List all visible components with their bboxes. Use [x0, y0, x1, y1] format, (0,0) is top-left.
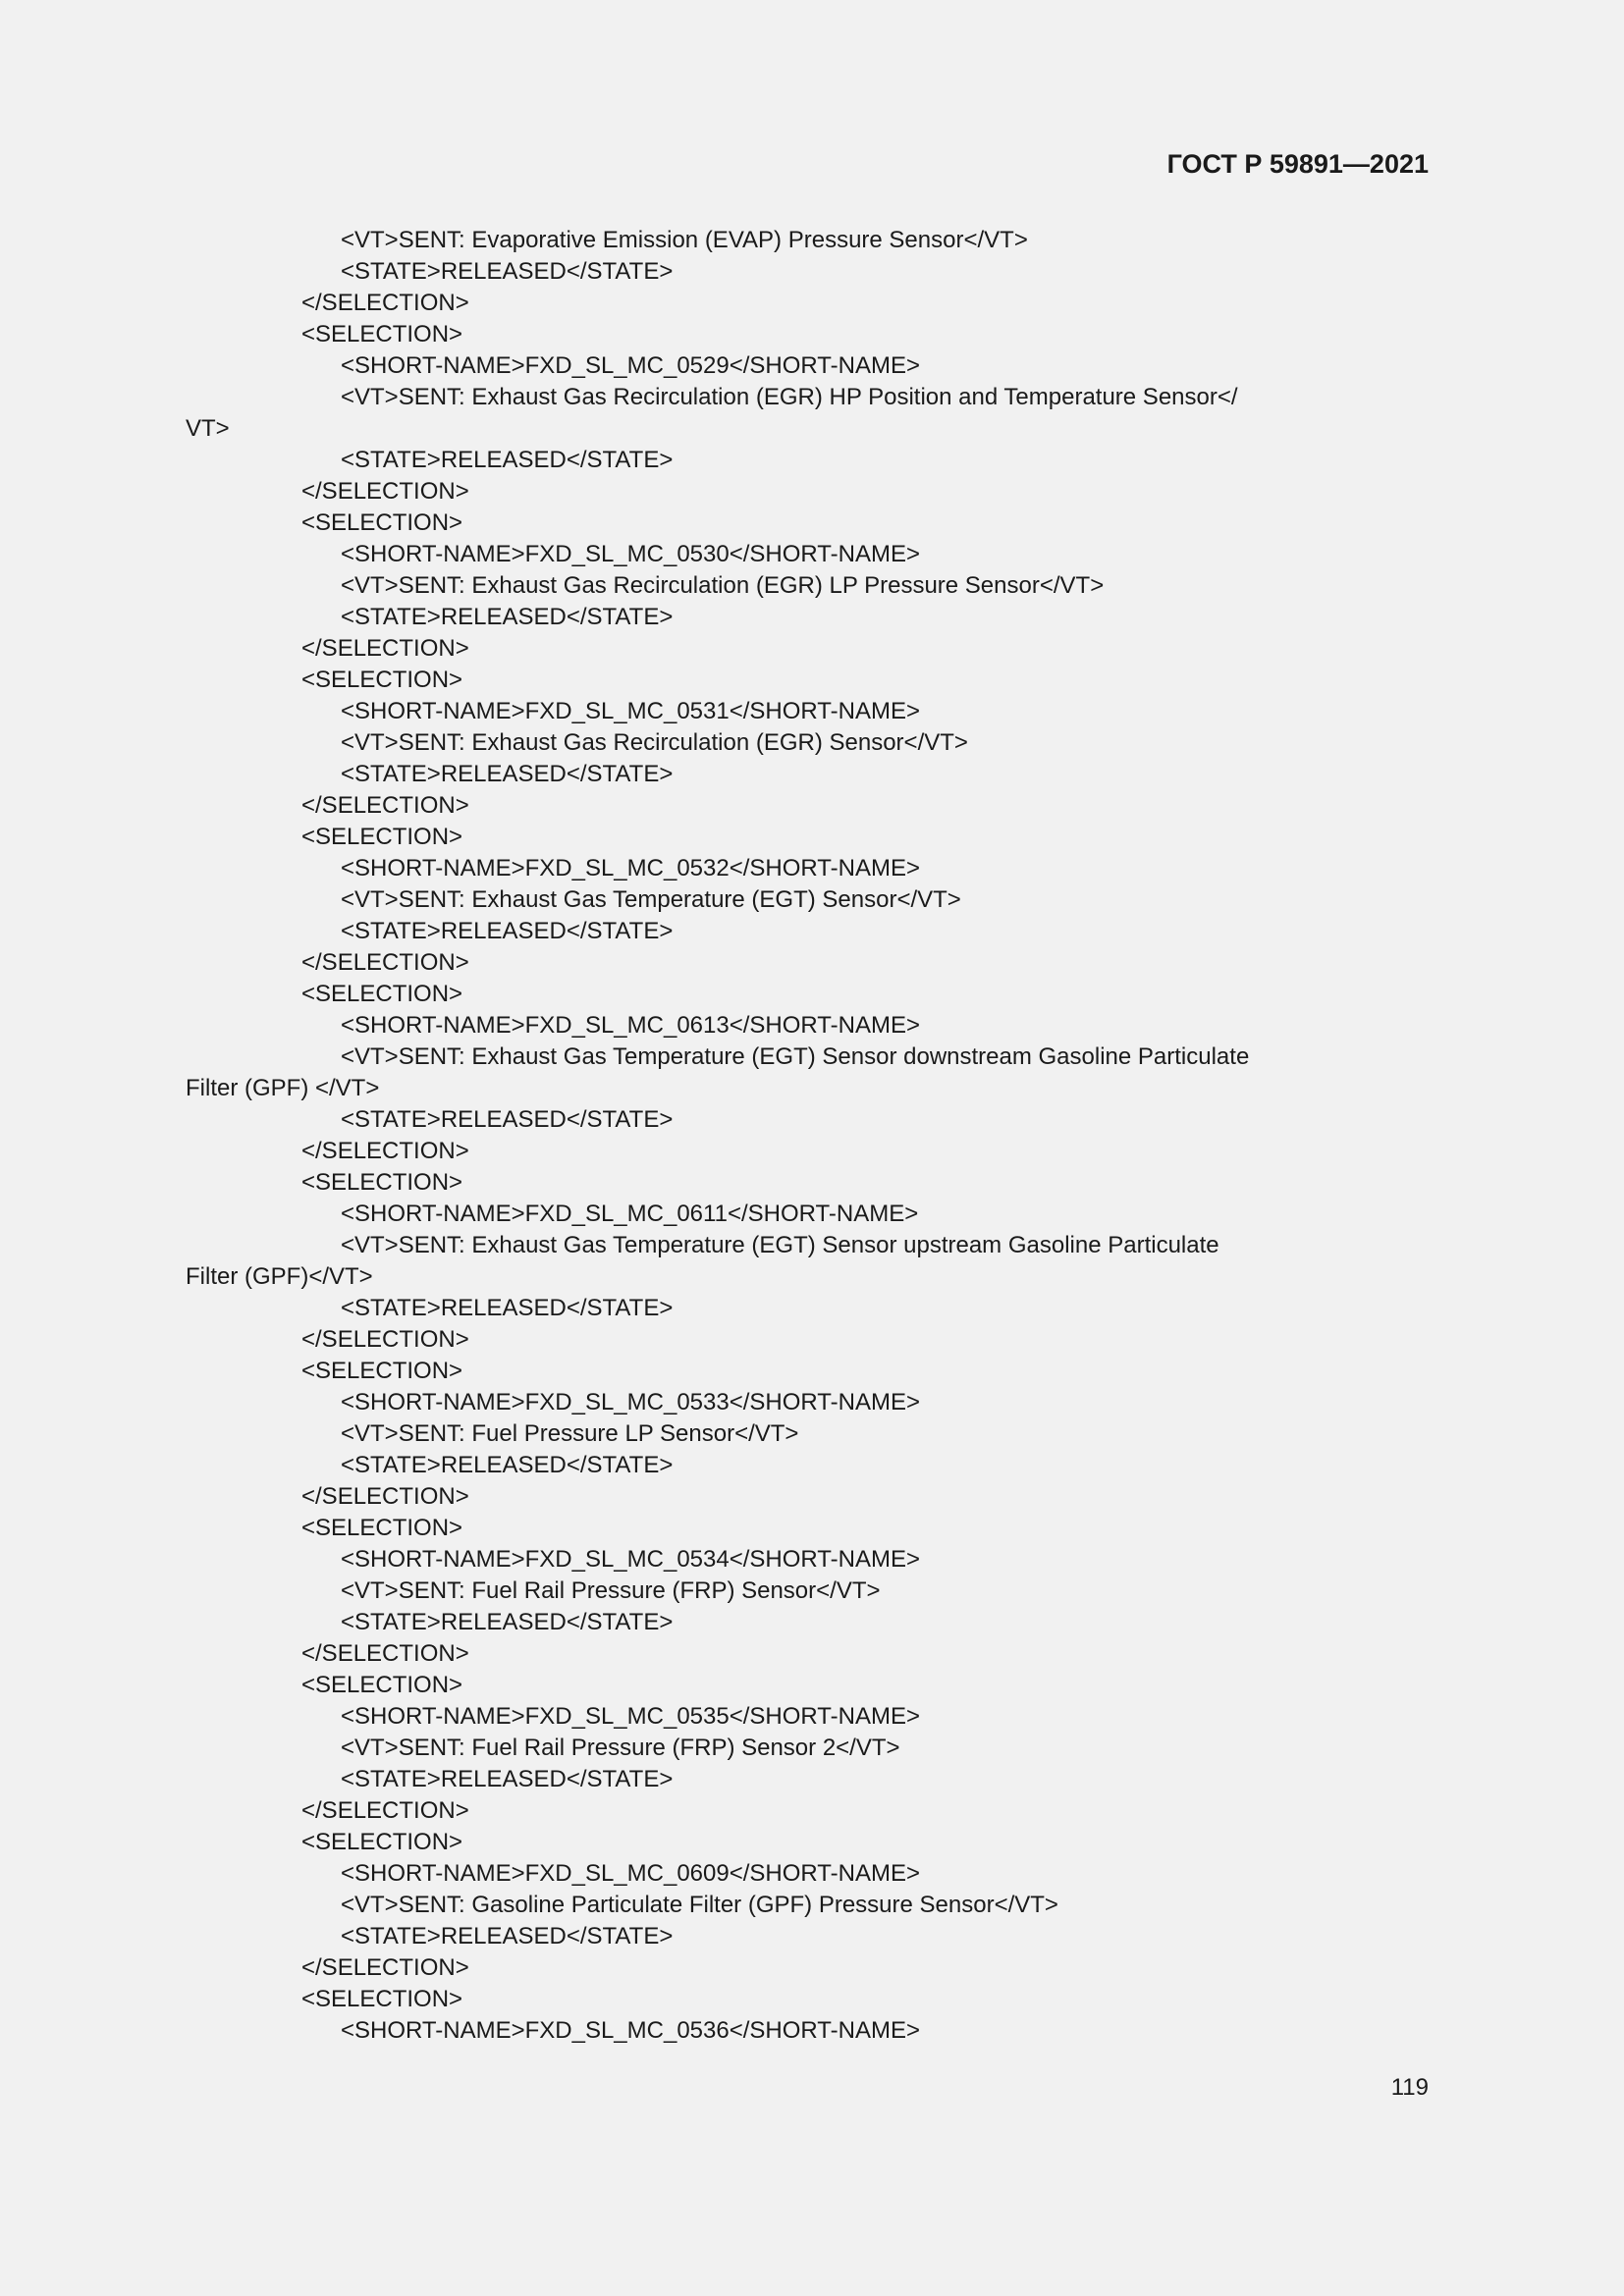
code-line: <SHORT-NAME>FXD_SL_MC_0533</SHORT-NAME>: [341, 1389, 920, 1415]
code-line: <VT>SENT: Evaporative Emission (EVAP) Pressure Sensor</VT>: [341, 227, 1028, 253]
code-line: <SELECTION>: [301, 981, 463, 1007]
code-line: <VT>SENT: Fuel Pressure LP Sensor</VT>: [341, 1420, 799, 1447]
code-line: <SHORT-NAME>FXD_SL_MC_0535</SHORT-NAME>: [341, 1703, 920, 1730]
code-line: <SHORT-NAME>FXD_SL_MC_0534</SHORT-NAME>: [341, 1546, 920, 1573]
code-line: <SHORT-NAME>FXD_SL_MC_0536</SHORT-NAME>: [341, 2017, 920, 2044]
code-line: <STATE>RELEASED</STATE>: [341, 604, 674, 630]
code-line: </SELECTION>: [301, 949, 469, 976]
code-line: <SHORT-NAME>FXD_SL_MC_0532</SHORT-NAME>: [341, 855, 920, 881]
code-line: <SELECTION>: [301, 1986, 463, 2012]
code-line: <STATE>RELEASED</STATE>: [341, 1295, 674, 1321]
code-line: <STATE>RELEASED</STATE>: [341, 1766, 674, 1792]
code-line: <STATE>RELEASED</STATE>: [341, 447, 674, 473]
code-line: <SELECTION>: [301, 1169, 463, 1196]
code-line: <SELECTION>: [301, 667, 463, 693]
code-line: <STATE>RELEASED</STATE>: [341, 258, 674, 285]
code-line: <STATE>RELEASED</STATE>: [341, 761, 674, 787]
code-line: </SELECTION>: [301, 1483, 469, 1510]
code-line: </SELECTION>: [301, 1640, 469, 1667]
code-line: <SELECTION>: [301, 509, 463, 536]
xml-code-listing: [0, 225, 1624, 2047]
code-line: <VT>SENT: Exhaust Gas Temperature (EGT) Sensor downstream Gasoline Particulate: [341, 1043, 1250, 1070]
page-number: 119: [1390, 2074, 1429, 2101]
code-line: <VT>SENT: Exhaust Gas Recirculation (EGR) Sensor</VT>: [341, 729, 968, 756]
code-line: </SELECTION>: [301, 1138, 469, 1164]
code-line: <SELECTION>: [301, 321, 463, 347]
code-line: <STATE>RELEASED</STATE>: [341, 1609, 674, 1635]
code-line: <VT>SENT: Gasoline Particulate Filter (GPF) Pressure Sensor</VT>: [341, 1892, 1058, 1918]
code-line: <SELECTION>: [301, 1672, 463, 1698]
code-line: <VT>SENT: Exhaust Gas Recirculation (EGR) HP Position and Temperature Sensor</: [341, 384, 1238, 410]
code-line: </SELECTION>: [301, 792, 469, 819]
code-line: <SELECTION>: [301, 1829, 463, 1855]
code-line: <SELECTION>: [301, 1358, 463, 1384]
code-line: </SELECTION>: [301, 1954, 469, 1981]
code-line: </SELECTION>: [301, 478, 469, 505]
code-line: <STATE>RELEASED</STATE>: [341, 1923, 674, 1949]
code-line: Filter (GPF) </VT>: [186, 1075, 380, 1101]
code-line: <VT>SENT: Exhaust Gas Temperature (EGT) Sensor</VT>: [341, 886, 961, 913]
code-line: <SELECTION>: [301, 1515, 463, 1541]
code-line: VT>: [186, 415, 230, 442]
code-line: </SELECTION>: [301, 290, 469, 316]
code-line: <SELECTION>: [301, 824, 463, 850]
code-line: </SELECTION>: [301, 1797, 469, 1824]
code-line: <SHORT-NAME>FXD_SL_MC_0529</SHORT-NAME>: [341, 352, 920, 379]
code-line: <STATE>RELEASED</STATE>: [341, 918, 674, 944]
code-line: </SELECTION>: [301, 635, 469, 662]
code-line: </SELECTION>: [301, 1326, 469, 1353]
code-line: <STATE>RELEASED</STATE>: [341, 1452, 674, 1478]
code-line: <STATE>RELEASED</STATE>: [341, 1106, 674, 1133]
code-line: Filter (GPF)</VT>: [186, 1263, 373, 1290]
code-line: <VT>SENT: Fuel Rail Pressure (FRP) Sensor 2</VT>: [341, 1735, 900, 1761]
code-line: <SHORT-NAME>FXD_SL_MC_0530</SHORT-NAME>: [341, 541, 920, 567]
code-line: <VT>SENT: Exhaust Gas Temperature (EGT) Sensor upstream Gasoline Particulate: [341, 1232, 1219, 1258]
code-line: <VT>SENT: Fuel Rail Pressure (FRP) Sensor</VT>: [341, 1577, 881, 1604]
code-line: <SHORT-NAME>FXD_SL_MC_0531</SHORT-NAME>: [341, 698, 920, 724]
code-line: <SHORT-NAME>FXD_SL_MC_0611</SHORT-NAME>: [341, 1201, 919, 1227]
code-line: <SHORT-NAME>FXD_SL_MC_0609</SHORT-NAME>: [341, 1860, 920, 1887]
code-line: <VT>SENT: Exhaust Gas Recirculation (EGR) LP Pressure Sensor</VT>: [341, 572, 1105, 599]
code-line: <SHORT-NAME>FXD_SL_MC_0613</SHORT-NAME>: [341, 1012, 920, 1039]
standard-designation: ГОСТ Р 59891—2021: [1166, 149, 1429, 179]
